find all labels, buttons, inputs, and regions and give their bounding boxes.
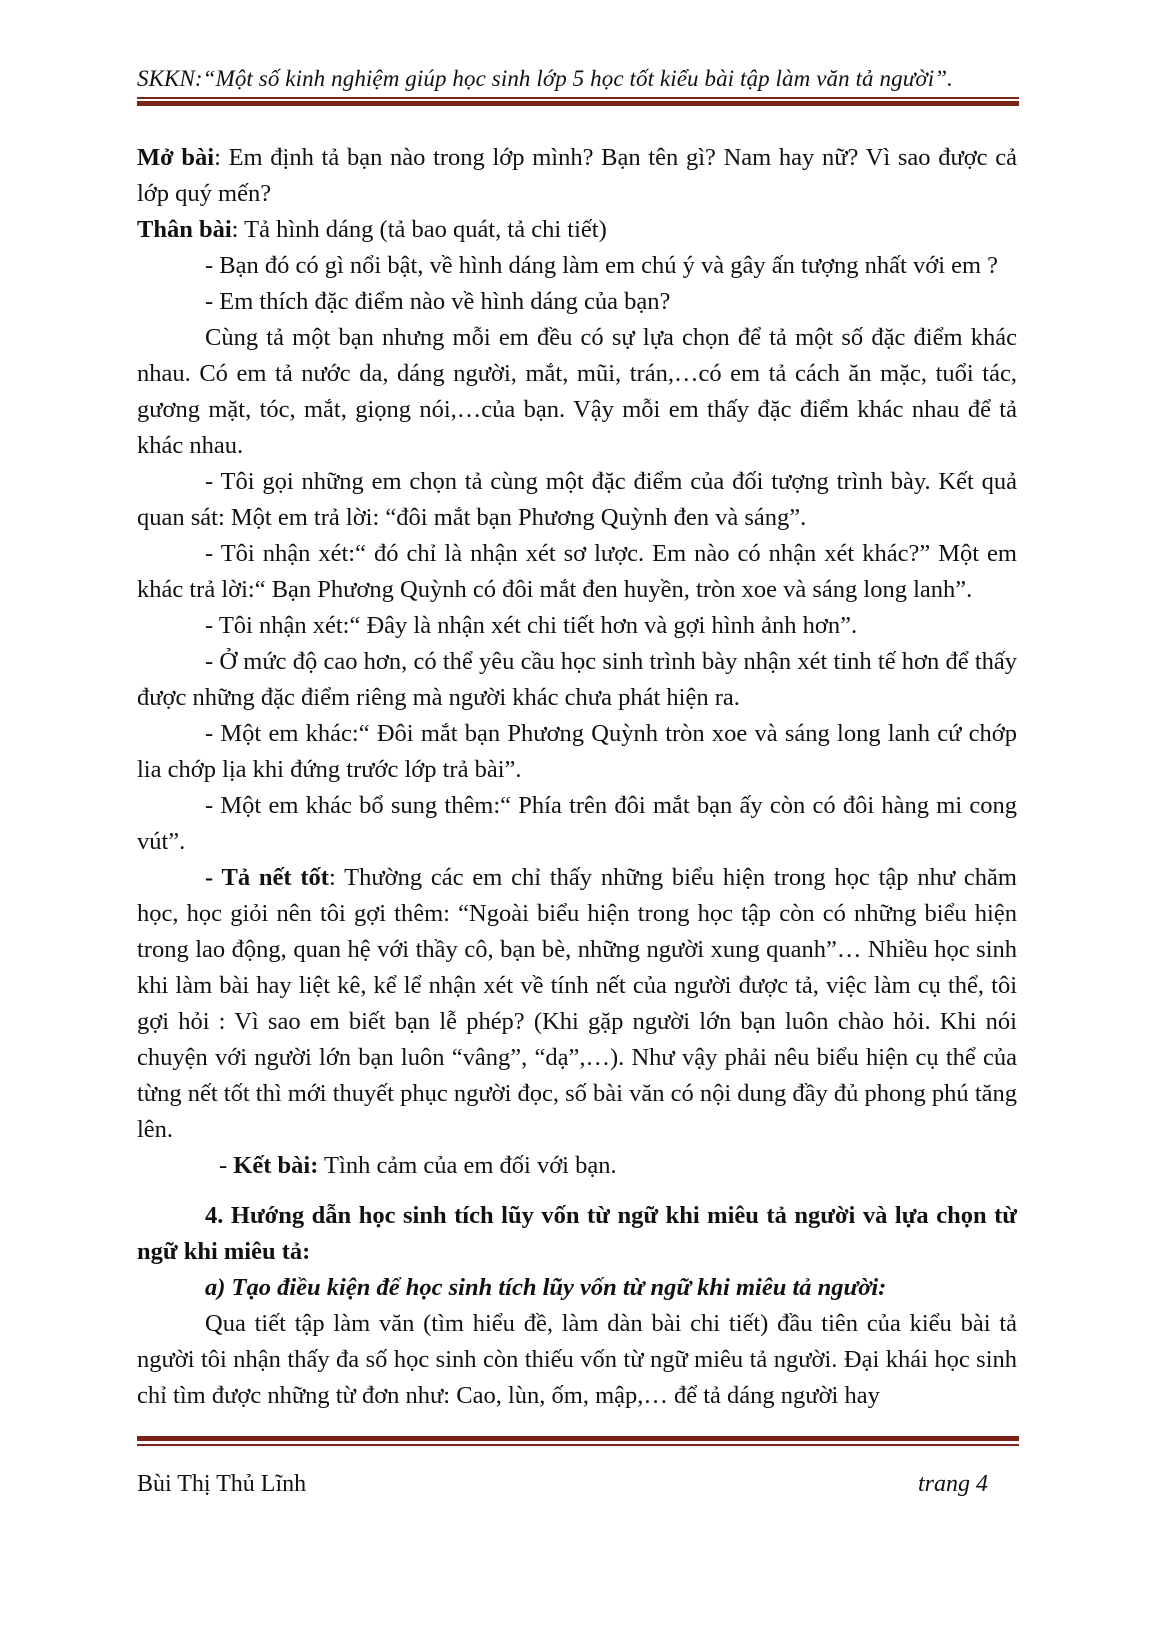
section-heading: 4. Hướng dẫn học sinh tích lũy vốn từ ngữ khi miêu tả người và lựa chọn từ ngữ khi miêu tả: [137,1202,1017,1265]
paragraph-ket-bai [137,1148,1017,1184]
paragraph-6: - Tôi gọi những em chọn tả cùng một đặc điểm của đối tượng trình bày. Kết quả quan sát: Một em trả lời: “đôi mắt bạn Phương Quỳnh đen và sáng”. [137,468,1017,531]
header-rule-thin [137,97,1019,99]
than-bai-text: : Tả hình dáng (tả bao quát, tả chi tiết) [231,216,607,243]
paragraph-4: - Em thích đặc điểm nào về hình dáng của bạn? [205,288,671,315]
paragraph-11: - Một em khác bổ sung thêm:“ Phía trên đôi mắt bạn ấy còn có đôi hàng mi cong vút”. [137,792,1017,855]
ket-bai-prefix: - [219,1152,234,1179]
ket-bai-text: Tình cảm của em đối với bạn. [318,1152,617,1179]
footer-author: Bùi Thị Thủ Lĩnh [137,1471,307,1497]
mo-bai-text: : Em định tả bạn nào trong lớp mình? Bạn tên gì? Nam hay nữ? Vì sao được cả lớp quý mến? [137,144,1017,207]
footer-rule-thick [137,1436,1019,1441]
paragraph-ta-net-tot [137,860,1017,1148]
ta-net-tot-text: : Thường các em chỉ thấy những biểu hiện trong học tập như chăm học, học giỏi nên tôi gợi thêm: “Ngoài biểu hiện trong học tập còn có những biểu hiện trong lao động, quan hệ với thầy cô, bạn bè, những người xung quanh”… Nhiều học sinh khi làm bài hay liệt kê, kể lể nhận xét về tính nết của người được tả, việc làm cụ thể, tôi gợi hỏi : Vì sao em biết bạn lễ phép? (Khi gặp người lớn bạn luôn chào hỏi. Khi nói chuyện với người lớn bạn luôn “vâng”, “dạ”,…). Như vậy phải nêu biểu hiện cụ thể của từng nết tốt thì mới thuyết phục người đọc, số bài văn có nội dung đầy đủ phong phú tăng lên. [137,864,1017,1143]
paragraph-than-bai [137,212,1017,248]
paragraph-5: Cùng tả một bạn nhưng mỗi em đều có sự lựa chọn để tả một số đặc điểm khác nhau. Có em tả nước da, dáng người, mắt, mũi, trán,…có em tả cách ăn mặc, tuổi tác, gương mặt, tóc, mắt, giọng nói,…của bạn. Vậy mỗi em thấy đặc điểm khác nhau để tả khác nhau. [137,324,1017,459]
page-number: trang 4 [918,1471,989,1497]
than-bai-label: Thân bài [137,216,232,243]
paragraph-9: - Ở mức độ cao hơn, có thể yêu cầu học sinh trình bày nhận xét tinh tế hơn để thấy được những đặc điểm riêng mà người khác chưa phát hiện ra. [137,648,1017,711]
page-header-title: SKKN:“Một số kinh nghiệm giúp học sinh lớp 5 học tốt kiểu bài tập làm văn tả người”. [137,66,953,91]
paragraph-10: - Một em khác:“ Đôi mắt bạn Phương Quỳnh tròn xoe và sáng long lanh cứ chớp lia chớp lịa khi đứng trước lớp trả bài”. [137,720,1017,783]
document-body [137,140,1017,1414]
section-subheading: a) Tạo điều kiện để học sinh tích lũy vốn từ ngữ khi miêu tả người: [205,1274,887,1301]
footer-rule-thin [137,1444,1019,1446]
paragraph-3: - Bạn đó có gì nổi bật, về hình dáng làm em chú ý và gây ấn tượng nhất với em ? [205,252,999,279]
paragraph-8: - Tôi nhận xét:“ Đây là nhận xét chi tiết hơn và gợi hình ảnh hơn”. [205,612,858,639]
paragraph-7: - Tôi nhận xét:“ đó chỉ là nhận xét sơ lược. Em nào có nhận xét khác?” Một em khác trả lời:“ Bạn Phương Quỳnh có đôi mắt đen huyền, tròn xoe và sáng long lanh”. [137,540,1017,603]
ket-bai-label: Kết bài: [233,1152,319,1179]
ta-net-tot-label: - Tả nết tốt [205,864,329,891]
header-rule-thick [137,101,1019,106]
paragraph-14: Qua tiết tập làm văn (tìm hiểu đề, làm dàn bài chi tiết) đầu tiên của kiểu bài tả người tôi nhận thấy đa số học sinh còn thiếu vốn từ ngữ miêu tả người. Đại khái học sinh chỉ tìm được những từ đơn như: Cao, lùn, ốm, mập,… để tả dáng người hay [137,1310,1017,1409]
mo-bai-label: Mở bài [137,144,215,171]
paragraph-mo-bai [137,140,1017,212]
